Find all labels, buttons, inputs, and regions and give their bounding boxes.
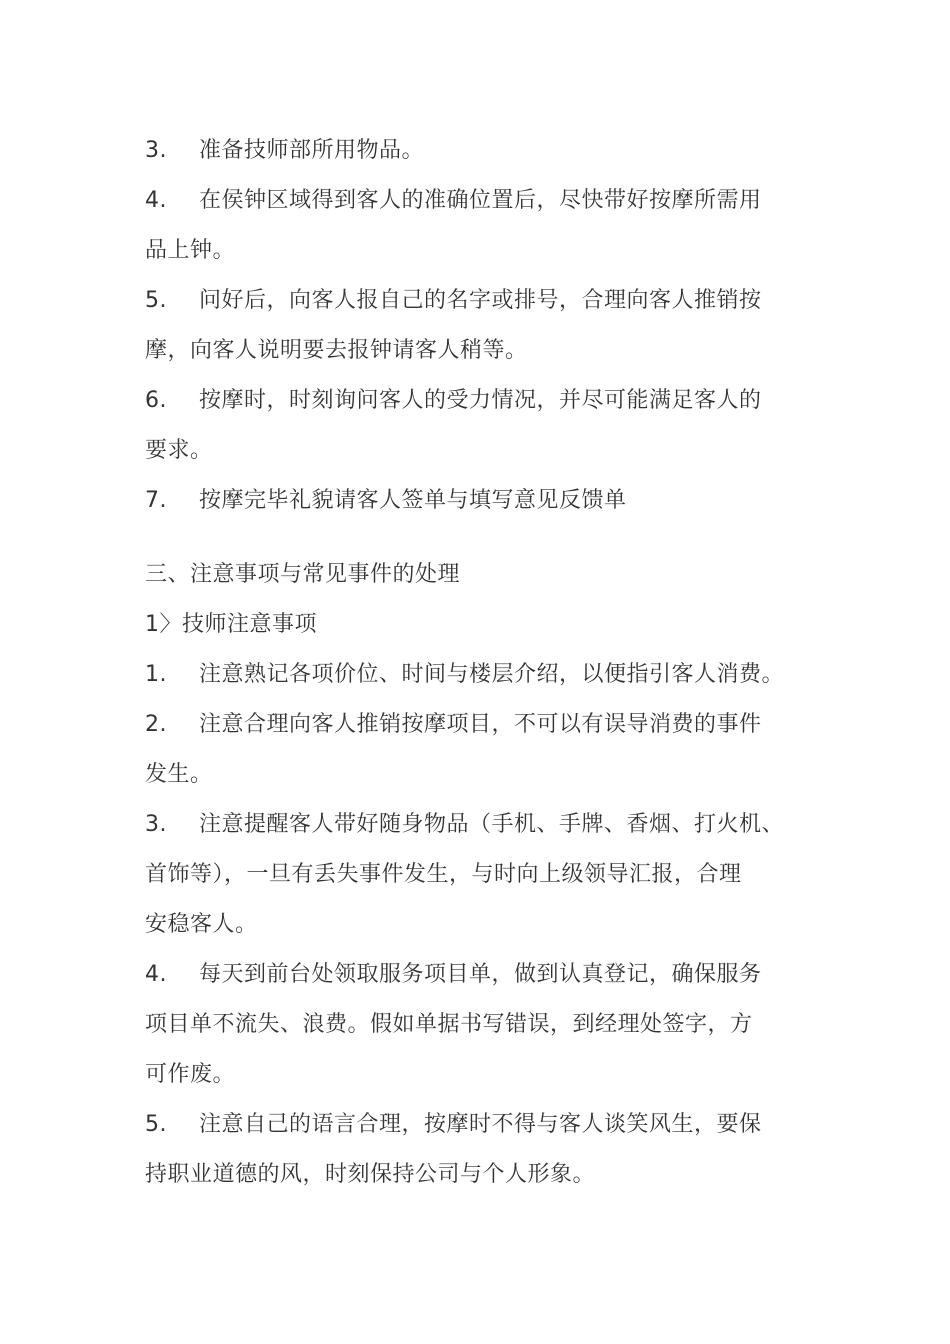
list-item-7 [145,476,815,526]
section-spacer [145,526,815,550]
list-item-4 [145,176,815,226]
list-text: 问好后，向客人报自己的名字或排号，合理向客人推销按 [199,288,762,313]
note-item-1 [145,650,815,700]
list-text: 每天到前台处领取服务项目单，做到认真登记，确保服务 [199,962,762,987]
list-number: 3. [145,812,167,837]
list-text: 按摩时，时刻询问客人的受力情况，并尽可能满足客人的 [199,388,762,413]
note-item-3 [145,800,815,850]
list-item-3 [145,126,815,176]
list-text: 准备技师部所用物品。 [199,138,425,163]
section-heading: 三、注意事项与常见事件的处理 [145,562,461,587]
note-item-5 [145,1100,815,1150]
list-number: 4. [145,962,167,987]
list-text: 注意熟记各项价位、时间与楼层介绍，以便指引客人消费。 [199,662,785,687]
section-subheading: 1〉技师注意事项 [145,612,317,637]
list-number: 5. [145,288,167,313]
list-item-6 [145,376,815,426]
list-text: 注意自己的语言合理，按摩时不得与客人谈笑风生，要保 [199,1112,762,1137]
list-number: 4. [145,188,167,213]
list-text: 注意合理向客人推销按摩项目，不可以有误导消费的事件 [199,712,762,737]
note-item-3-continued: 首饰等），一旦有丢失事件发生，与时向上级领导汇报，合理 [145,862,742,887]
list-number: 7. [145,488,167,513]
list-number: 1. [145,662,167,687]
list-number: 3. [145,138,167,163]
note-item-4-continued-2: 可作废。 [145,1062,236,1087]
note-item-3-continued-2: 安稳客人。 [145,912,258,937]
list-item-5 [145,276,815,326]
list-number: 5. [145,1112,167,1137]
list-item-6-continued: 要求。 [145,438,213,463]
list-number: 2. [145,712,167,737]
list-number: 6. [145,388,167,413]
list-item-5-continued: 摩，向客人说明要去报钟请客人稍等。 [145,338,528,363]
list-text: 在侯钟区域得到客人的准确位置后，尽快带好按摩所需用 [199,188,762,213]
note-item-2 [145,700,815,750]
document-body [145,126,815,1200]
list-text: 注意提醒客人带好随身物品（手机、手牌、香烟、打火机、 [199,812,785,837]
note-item-2-continued: 发生。 [145,762,213,787]
list-item-4-continued: 品上钟。 [145,238,236,263]
note-item-4 [145,950,815,1000]
list-text: 按摩完毕礼貌请客人签单与填写意见反馈单 [199,488,627,513]
note-item-4-continued: 项目单不流失、浪费。假如单据书写错误，到经理处签字，方 [145,1012,753,1037]
note-item-5-continued: 持职业道德的风，时刻保持公司与个人形象。 [145,1162,596,1187]
